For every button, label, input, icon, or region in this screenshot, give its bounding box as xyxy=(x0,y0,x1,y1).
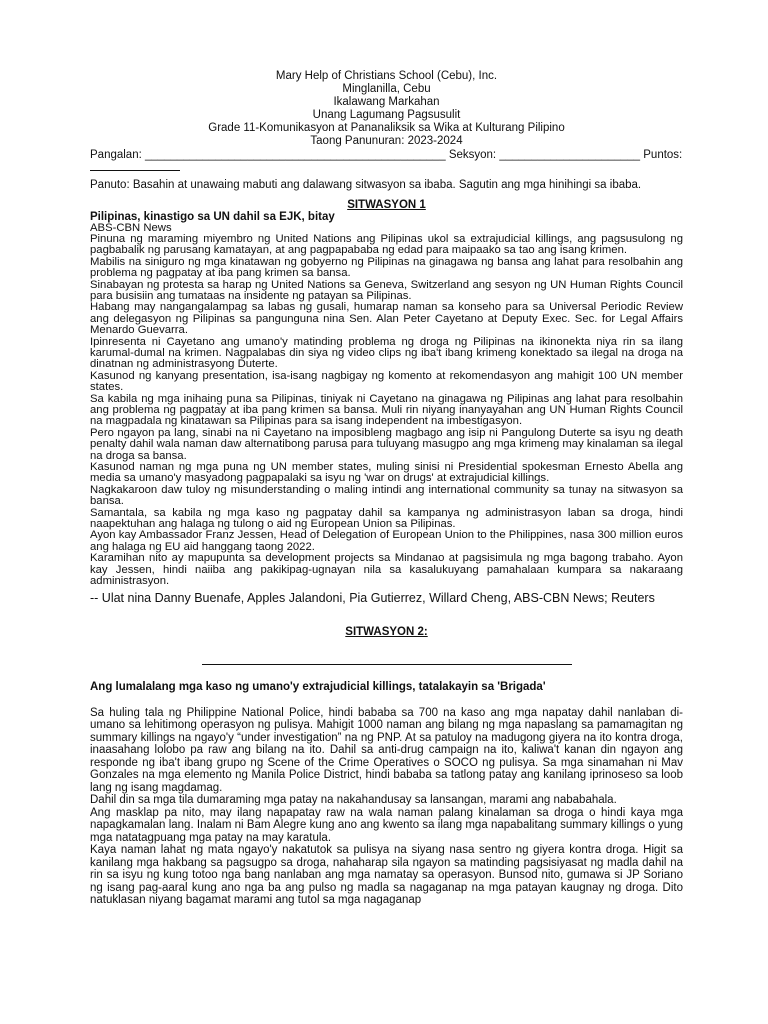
paragraph: Ipinresenta ni Cayetano ang umano'y matinding problema ng droga ng Pilipinas na ikinonekta niya rin sa ilang karumal-dumal na krimen. Nagpalabas din siya ng video clips ng iba't ibang krimeng konektado sa ilegal na droga na dinatnan ng administrasyong Duterte. xyxy=(90,335,683,371)
school-location: Minglanilla, Cebu xyxy=(342,83,431,95)
paragraph: Kasunod naman ng mga puna ng UN member states, muling sinisi ni Presidential spokesman Ernesto Abella ang media sa umano'y masyadong pagpapalaki sa isyu ng 'war on drugs' at extrajudicial killings. xyxy=(90,461,683,485)
paragraph: Ang masklap pa nito, may ilang napapatay raw na wala naman palang kinalaman sa droga o hindi kaya mga napagkamalan lang. Inalam ni Bam Alegre kung ano ang kwento sa ilang mga napabalitang summary killings o yung mga natatagpuang mga patay na may karatula. xyxy=(90,806,683,844)
sitwasyon-2-headline: Ang lumalalang mga kaso ng umano'y extrajudicial killings, tatalakayin sa 'Brigada' xyxy=(90,680,546,693)
school-year: Taong Panunuran: 2023-2024 xyxy=(310,135,463,147)
paragraph: Pinuna ng maraming miyembro ng United Nations ang Pilipinas ukol sa extrajudicial killings, ang pagsusulong ng pagbabalik ng parusang kamatayan, at ang pagpapababa ng edad para maipaako sa tao ang isang krimen. xyxy=(90,232,683,257)
sitwasyon-2-body xyxy=(90,707,683,907)
section-label: Seksyon: xyxy=(448,149,497,161)
sitwasyon-1-body xyxy=(90,234,683,588)
paragraph: Sa huling tala ng Philippine National Police, hindi bababa sa 700 na kaso ang mga napatay dahil nanlaban di-umano sa lehitimong operasyon ng pulisya. Mahigit 1000 naman ang bilang ng mga napaslang sa pamamagitan ng summary killings na ngayo'y “under investigation” na ng PNP. At sa patuloy na madugong giyera na ito kontra droga, inaasahang lolobo pa raw ang bilang na ito. Dahil sa anti-drug campaign na ito, kaliwa't kanan din ngayon ang responde ng iba't ibang grupo ng Scene of the Crime Operatives o SOCO ng pulisya. Sa mga sinamahan ni Mav Gonzales na mga elemento ng Manila Police District, hindi bababa sa tatlong patay ang kanilang iprinoseso sa loob lang ng isang magdamag. xyxy=(90,706,683,794)
term-label: Ikalawang Markahan xyxy=(333,96,440,108)
paragraph: Kasunod ng kanyang presentation, isa-isang nagbigay ng komento at rekomendasyon ang mahigit 100 UN member states. xyxy=(90,369,683,394)
paragraph: Habang may nangangalampag sa labas ng gusali, humarap naman sa konseho para sa Universal Periodic Review ang delegasyon ng Pilipinas sa pangunguna nina Sen. Alan Peter Cayetano at Deputy Exec. Sec. for Legal Affairs Menardo Guevarra. xyxy=(90,301,683,337)
sitwasyon-2-title: SITWASYON 2: xyxy=(345,625,428,638)
paragraph: Samantala, sa kabila ng mga kaso ng pagpatay dahil sa kampanya ng administrasyon laban sa droga, hindi naapektuhan ang halaga ng tulong o aid ng European Union sa Pilipinas. xyxy=(90,506,683,531)
paragraph: Karamihan nito ay mapupunta sa development projects sa Mindanao at pagsisimula ng mga bagong trabaho. Ayon kay Jessen, hindi naiiba ang pakikipag-ugnayan nila sa kasalukuyang pamahalaan kumpara sa nakaraang administrasyon. xyxy=(90,552,683,588)
paragraph: Pero ngayon pa lang, sinabi na ni Cayetano na imposibleng magbago ang isip ni Pangulong Duterte sa isyu ng death penalty dahil wala naman daw alternatibong parusa para tuluyang masugpo ang mga krimeng may kinalaman sa ilegal na droga sa bansa. xyxy=(90,426,683,462)
paragraph: Sa kabila ng mga inihaing puna sa Pilipinas, tiniyak ni Cayetano na ginagawa ng Pilipinas ang lahat para resolbahin ang problema ng pagpatay at iba pang krimen sa bansa. Muli rin niyang inanyayahan ang UN Human Rights Council na magpadala ng kinatawan sa Pilipinas para sa isang independent na imbestigasyon. xyxy=(90,392,683,428)
instructions: Panuto: Basahin at unawaing mabuti ang dalawang sitwasyon sa ibaba. Sagutin ang mga hinihingi sa ibaba. xyxy=(90,179,642,191)
sitwasyon-1-source: ABS-CBN News xyxy=(90,221,172,234)
section-blank[interactable]: ______________________ xyxy=(499,149,641,161)
document-header xyxy=(90,70,683,148)
paragraph: Mabilis na siniguro ng mga kinatawan ng gobyerno ng Pilipinas na ginagawa ng bansa ang lahat para resolbahin ang problema ng pagpatay at iba pang krimen sa bansa. xyxy=(90,255,683,280)
paragraph: Dahil din sa mga tila dumaraming mga patay na nakahandusay sa lansangan, marami ang nababahala. xyxy=(90,794,617,806)
sitwasyon-1-headline: Pilipinas, kinastigo sa UN dahil sa EJK, bitay xyxy=(90,210,335,223)
subject-title: Grade 11-Komunikasyon at Pananaliksik sa Wika at Kulturang Pilipino xyxy=(208,122,565,134)
paragraph: Nagkakaroon daw tuloy ng misunderstanding o maling intindi ang international community sa tunay na sitwasyon sa bansa. xyxy=(90,483,683,508)
name-blank[interactable]: _______________________________________________ xyxy=(145,149,446,161)
paragraph: Sinabayan ng protesta sa harap ng United Nations sa Geneva, Switzerland ang sesyon ng UN Human Rights Council para busisiin ang tumataas na insidente ng patayan sa Pilipinas. xyxy=(90,278,683,302)
sitwasyon-1-credit: -- Ulat nina Danny Buenafe, Apples Jalandoni, Pia Gutierrez, Willard Cheng, ABS-CBN News; Reuters xyxy=(90,590,655,605)
score-blank[interactable] xyxy=(90,162,180,171)
paragraph: Ayon kay Ambassador Franz Jessen, Head of Delegation of European Union to the Philippines, nasa 300 million euros ang halaga ng EU aid hanggang taong 2022. xyxy=(90,529,683,553)
school-name: Mary Help of Christians School (Cebu), Inc. xyxy=(275,70,498,82)
paragraph: Kaya naman lahat ng mata ngayo'y nakatutok sa pulisya na siyang nasa sentro ng giyera kontra droga. Higit sa kanilang mga hakbang sa pagsugpo sa droga, nahaharap sila ngayon sa matinding pagsisiyasat ng madla dahil na rin sa isyu ng kung totoo nga bang nanlaban ang mga namatay sa operasyon. Bunsod nito, gumawa si JP Soriano ng isang pag-aaral kung ano nga ba ang pulso ng madla sa nagaganap na mga patayan kaugnay ng droga. Dito natuklasan niyang bagamat marami ang tutol sa mga nagaganap xyxy=(90,844,683,906)
exam-title: Unang Lagumang Pagsusulit xyxy=(312,109,461,121)
sitwasyon-1-title: SITWASYON 1 xyxy=(347,198,426,211)
score-label: Puntos: xyxy=(643,149,683,161)
name-label: Pangalan: xyxy=(90,149,142,161)
student-info-fields xyxy=(90,149,683,171)
